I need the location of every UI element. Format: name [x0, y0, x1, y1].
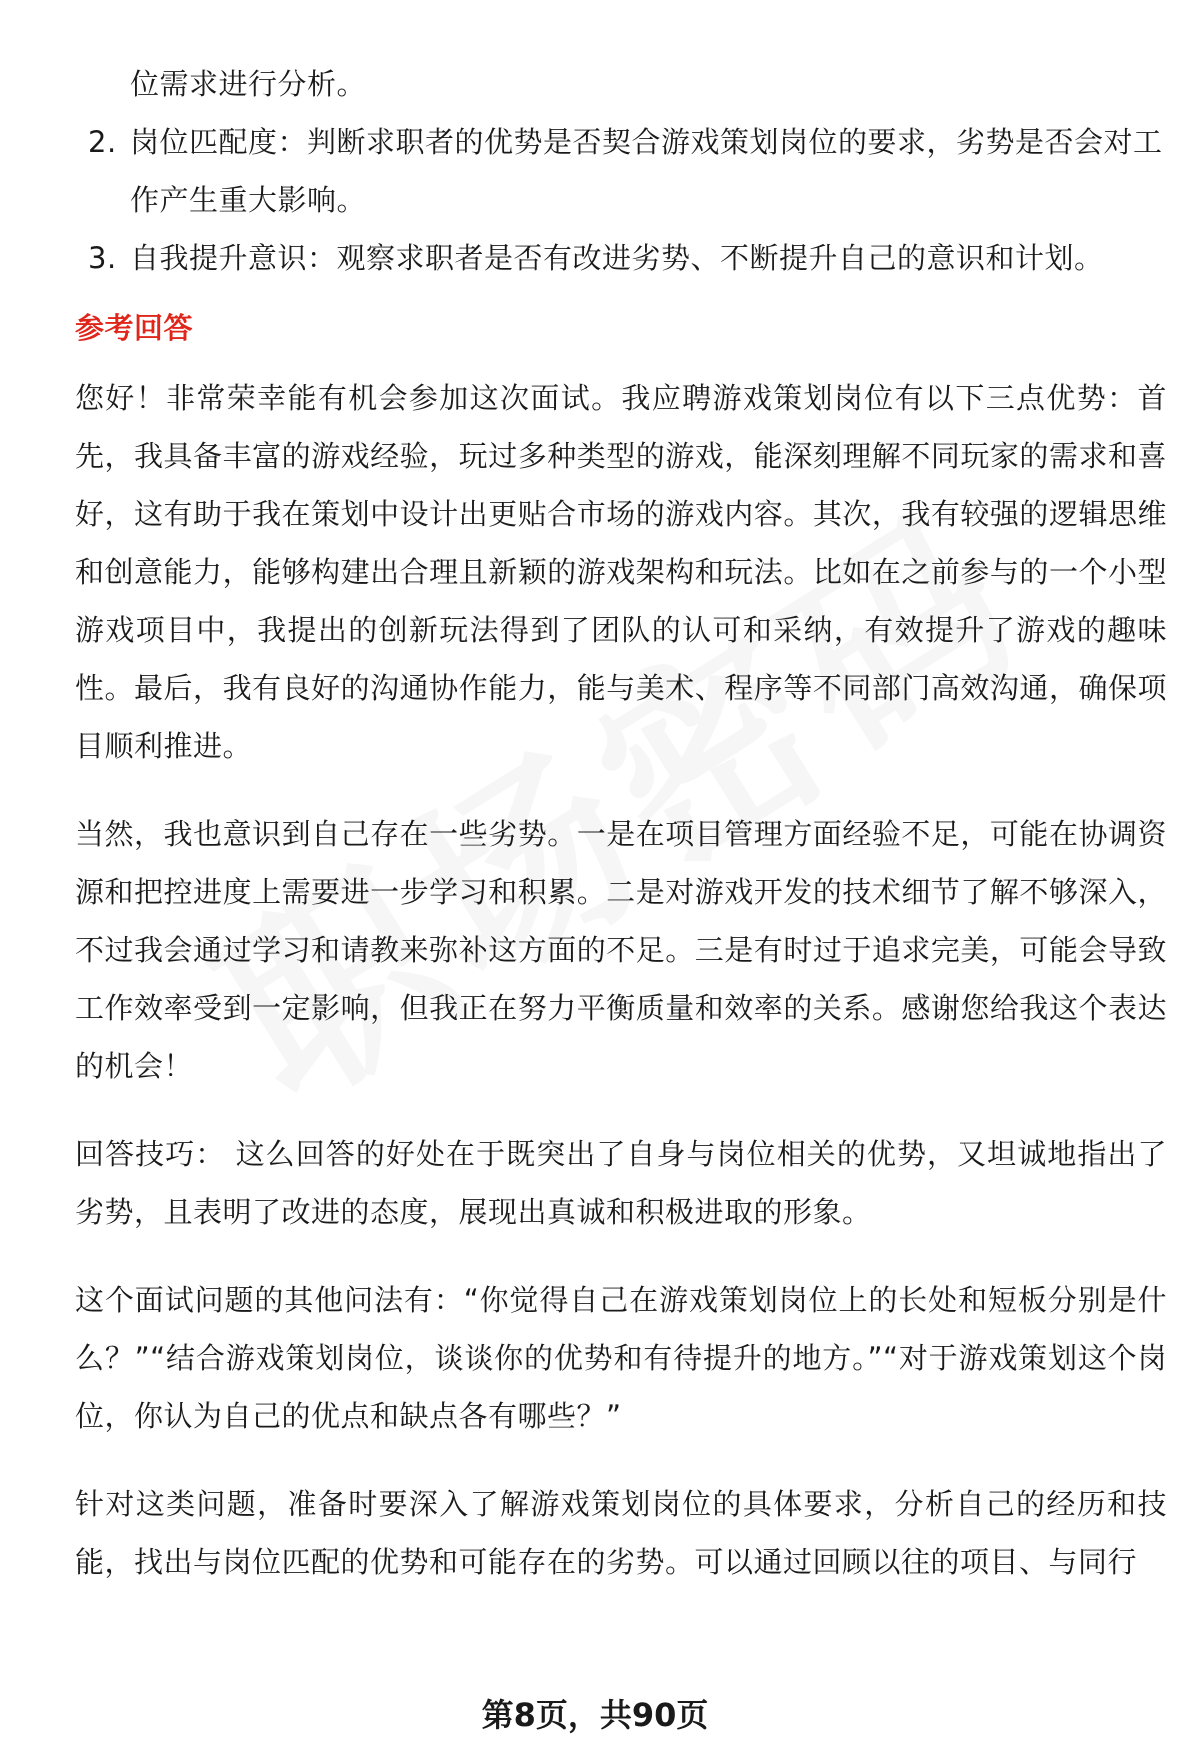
- list-item-continuation: 位需求进行分析。: [130, 67, 367, 101]
- list-item-self-improvement: [75, 229, 1167, 287]
- paragraph-alternative-questions: 这个面试问题的其他问法有：“你觉得自己在游戏策划岗位上的长处和短板分别是什么？”“结合游戏策划岗位，谈谈你的优势和有待提升的地方。”“对于游戏策划这个岗位，你认为自己的优点和缺点各有哪些？”: [75, 1283, 1167, 1433]
- section-heading: 参考回答: [75, 311, 194, 345]
- document-content: [75, 55, 1167, 1621]
- list-item-number: 3.: [88, 241, 117, 275]
- list-item-number: 2.: [88, 125, 117, 159]
- page-number: 第8页，共90页: [481, 1696, 709, 1734]
- list-item-text: 岗位匹配度：判断求职者的优势是否契合游戏策划岗位的要求，劣势是否会对工作产生重大影响。: [130, 125, 1163, 217]
- list-item-text: 自我提升意识：观察求职者是否有改进劣势、不断提升自己的意识和计划。: [130, 241, 1104, 275]
- paragraph-answer-tips: 回答技巧： 这么回答的好处在于既突出了自身与岗位相关的优势，又坦诚地指出了劣势，且表明了改进的态度，展现出真诚和积极进取的形象。: [75, 1137, 1167, 1229]
- paragraph-weaknesses: 当然，我也意识到自己存在一些劣势。一是在项目管理方面经验不足，可能在协调资源和把控进度上需要进一步学习和积累。二是对游戏开发的技术细节了解不够深入，不过我会通过学习和请教来弥补这方面的不足。三是有时过于追求完美，可能会导致工作效率受到一定影响，但我正在努力平衡质量和效率的关系。感谢您给我这个表达的机会！: [75, 817, 1167, 1083]
- paragraph-preparation-advice: 针对这类问题，准备时要深入了解游戏策划岗位的具体要求，分析自己的经历和技能，找出与岗位匹配的优势和可能存在的劣势。可以通过回顾以往的项目、与同行: [75, 1487, 1167, 1579]
- list-item-job-match: [75, 113, 1167, 229]
- paragraph-strengths: 您好！非常荣幸能有机会参加这次面试。我应聘游戏策划岗位有以下三点优势：首先，我具备丰富的游戏经验，玩过多种类型的游戏，能深刻理解不同玩家的需求和喜好，这有助于我在策划中设计出更贴合市场的游戏内容。其次，我有较强的逻辑思维和创意能力，能够构建出合理且新颖的游戏架构和玩法。比如在之前参与的一个小型游戏项目中，我提出的创新玩法得到了团队的认可和采纳，有效提升了游戏的趣味性。最后，我有良好的沟通协作能力，能与美术、程序等不同部门高效沟通，确保项目顺利推进。: [75, 381, 1167, 763]
